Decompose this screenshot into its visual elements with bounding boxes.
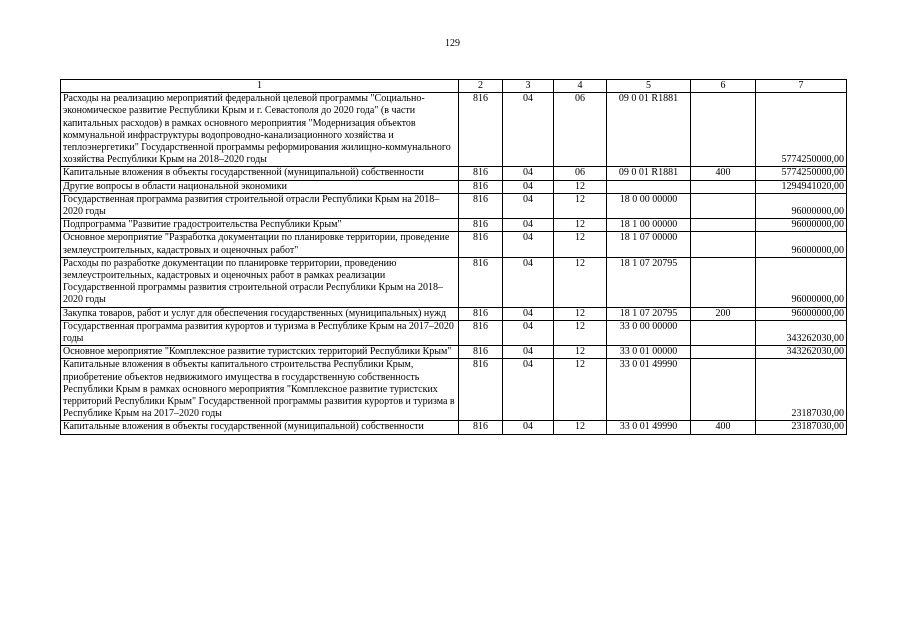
code-cell: 12 [554, 257, 607, 307]
amount-cell: 343262030,00 [756, 320, 847, 345]
code-cell: 04 [503, 219, 554, 232]
column-header: 5 [607, 80, 691, 93]
table-header-row [61, 80, 847, 93]
target-article-cell: 18 1 07 20795 [607, 257, 691, 307]
target-article-cell: 18 1 00 00000 [607, 219, 691, 232]
expense-type-cell [691, 93, 756, 167]
code-cell: 06 [554, 93, 607, 167]
table-row [61, 307, 847, 320]
code-cell: 816 [459, 232, 503, 257]
expense-type-cell [691, 232, 756, 257]
expense-type-cell [691, 257, 756, 307]
row-description: Расходы по разработке документации по планировке территории, проведению землеустроительных, кадастровых и оценочных работ в рамках реализации Государственной программы развития строительной отрасли Республики Крым на 2018–2020 годы [61, 257, 459, 307]
target-article-cell: 09 0 01 R1881 [607, 93, 691, 167]
row-description: Капитальные вложения в объекты государственной (муниципальной) собственности [61, 421, 459, 434]
column-header: 1 [61, 80, 459, 93]
code-cell: 04 [503, 193, 554, 218]
table-row [61, 359, 847, 421]
code-cell: 04 [503, 93, 554, 167]
amount-cell: 96000000,00 [756, 257, 847, 307]
target-article-cell: 18 0 00 00000 [607, 193, 691, 218]
row-description: Основное мероприятие "Комплексное развитие туристских территорий Республики Крым" [61, 346, 459, 359]
column-header: 6 [691, 80, 756, 93]
table-row [61, 421, 847, 434]
code-cell: 816 [459, 167, 503, 180]
amount-cell: 23187030,00 [756, 359, 847, 421]
code-cell: 816 [459, 180, 503, 193]
target-article-cell: 33 0 01 49990 [607, 359, 691, 421]
code-cell: 04 [503, 307, 554, 320]
code-cell: 06 [554, 167, 607, 180]
code-cell: 12 [554, 180, 607, 193]
expense-type-cell [691, 359, 756, 421]
page-number: 129 [445, 38, 460, 49]
code-cell: 12 [554, 421, 607, 434]
row-description: Расходы на реализацию мероприятий федеральной целевой программы "Социально-экономическое развитие Республики Крым и г. Севастополя до 2020 года" (в части капитальных расходов) в рамках основного мероприятия "Модернизация объектов коммунальной инфраструктуры водопроводно-канализационного хозяйства и теплоэнергетики" Государственной программы реформирования жилищно-коммунального хозяйства Республики Крым на 2018–2020 годы [61, 93, 459, 167]
target-article-cell: 18 1 07 20795 [607, 307, 691, 320]
expense-type-cell: 400 [691, 167, 756, 180]
code-cell: 04 [503, 167, 554, 180]
amount-cell: 23187030,00 [756, 421, 847, 434]
table-row [61, 232, 847, 257]
table-row [61, 346, 847, 359]
target-article-cell: 33 0 00 00000 [607, 320, 691, 345]
code-cell: 816 [459, 421, 503, 434]
code-cell: 12 [554, 320, 607, 345]
amount-cell: 5774250000,00 [756, 167, 847, 180]
target-article-cell: 09 0 01 R1881 [607, 167, 691, 180]
code-cell: 12 [554, 346, 607, 359]
amount-cell: 96000000,00 [756, 193, 847, 218]
amount-cell: 1294941020,00 [756, 180, 847, 193]
code-cell: 12 [554, 232, 607, 257]
expense-type-cell [691, 346, 756, 359]
row-description: Подпрограмма "Развитие градостроительства Республики Крым" [61, 219, 459, 232]
target-article-cell: 33 0 01 49990 [607, 421, 691, 434]
code-cell: 04 [503, 232, 554, 257]
code-cell: 816 [459, 359, 503, 421]
row-description: Другие вопросы в области национальной экономики [61, 180, 459, 193]
target-article-cell: 33 0 01 00000 [607, 346, 691, 359]
table-row [61, 219, 847, 232]
code-cell: 04 [503, 421, 554, 434]
code-cell: 04 [503, 359, 554, 421]
code-cell: 12 [554, 307, 607, 320]
code-cell: 816 [459, 219, 503, 232]
row-description: Основное мероприятие "Разработка документации по планировке территории, проведение землеустроительных, кадастровых и оценочных работ" [61, 232, 459, 257]
code-cell: 12 [554, 193, 607, 218]
row-description: Закупка товаров, работ и услуг для обеспечения государственных (муниципальных) нужд [61, 307, 459, 320]
table-row [61, 167, 847, 180]
row-description: Капитальные вложения в объекты капитального строительства Республики Крым, приобретение объектов недвижимого имущества в государственную собственность Республики Крым в рамках основного мероприятия "Комплексное развитие туристских территорий Республики Крым" Государственной программы развития курортов и туризма в Республике Крым на 2017–2020 годы [61, 359, 459, 421]
row-description: Капитальные вложения в объекты государственной (муниципальной) собственности [61, 167, 459, 180]
row-description: Государственная программа развития курортов и туризма в Республике Крым на 2017–2020 годы [61, 320, 459, 345]
code-cell: 04 [503, 257, 554, 307]
code-cell: 12 [554, 219, 607, 232]
table-row [61, 320, 847, 345]
target-article-cell [607, 180, 691, 193]
code-cell: 816 [459, 193, 503, 218]
budget-table [60, 79, 847, 435]
table-row [61, 257, 847, 307]
code-cell: 04 [503, 180, 554, 193]
code-cell: 816 [459, 93, 503, 167]
expense-type-cell [691, 180, 756, 193]
column-header: 3 [503, 80, 554, 93]
column-header: 2 [459, 80, 503, 93]
code-cell: 816 [459, 257, 503, 307]
column-header: 4 [554, 80, 607, 93]
table-row [61, 193, 847, 218]
row-description: Государственная программа развития строительной отрасли Республики Крым на 2018–2020 годы [61, 193, 459, 218]
code-cell: 816 [459, 346, 503, 359]
expense-type-cell [691, 193, 756, 218]
target-article-cell: 18 1 07 00000 [607, 232, 691, 257]
expense-type-cell: 200 [691, 307, 756, 320]
code-cell: 816 [459, 307, 503, 320]
table-row [61, 180, 847, 193]
code-cell: 04 [503, 320, 554, 345]
code-cell: 12 [554, 359, 607, 421]
expense-type-cell [691, 320, 756, 345]
expense-type-cell: 400 [691, 421, 756, 434]
amount-cell: 5774250000,00 [756, 93, 847, 167]
code-cell: 816 [459, 320, 503, 345]
table-row [61, 93, 847, 167]
code-cell: 04 [503, 346, 554, 359]
amount-cell: 96000000,00 [756, 232, 847, 257]
amount-cell: 96000000,00 [756, 307, 847, 320]
amount-cell: 96000000,00 [756, 219, 847, 232]
expense-type-cell [691, 219, 756, 232]
amount-cell: 343262030,00 [756, 346, 847, 359]
column-header: 7 [756, 80, 847, 93]
